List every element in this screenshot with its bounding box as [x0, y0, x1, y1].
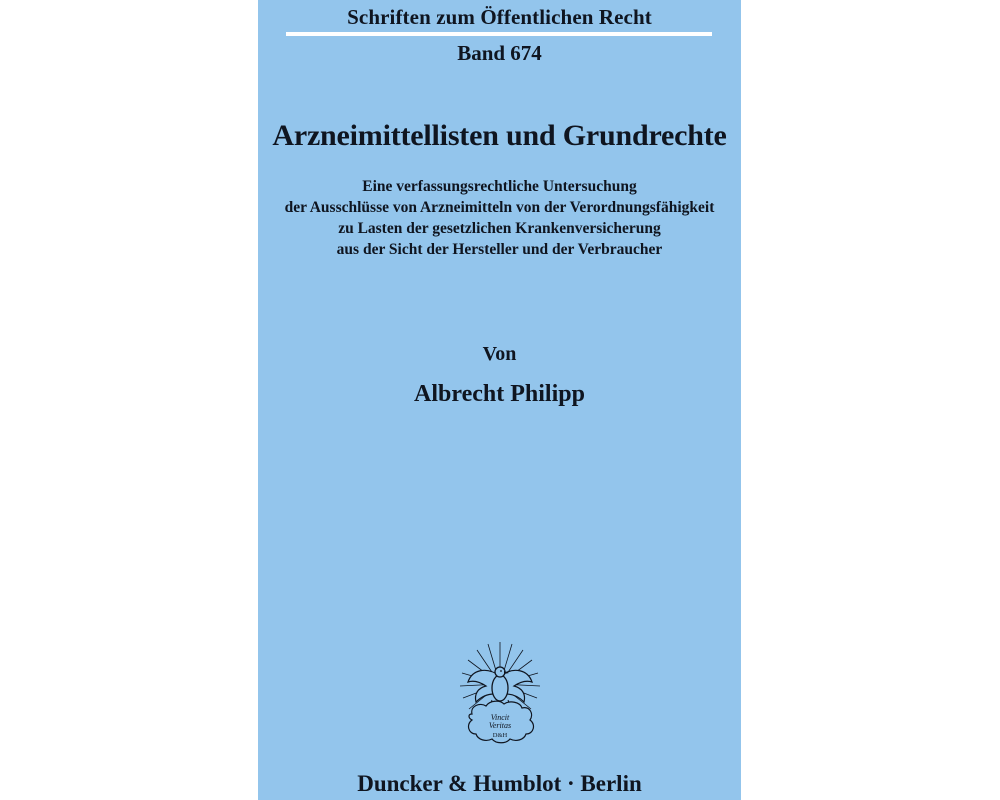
logo-monogram: D&H — [492, 732, 508, 739]
publisher-imprint: Duncker & Humblot · Berlin — [357, 771, 642, 796]
eagle-emblem-icon — [458, 640, 542, 746]
divider-rule — [286, 32, 712, 36]
book-cover — [258, 0, 741, 800]
book-title: Arzneimittellisten und Grundrechte — [272, 119, 727, 152]
author-name: Albrecht Philipp — [414, 381, 585, 407]
series-title: Schriften zum Öffentlichen Recht — [347, 5, 652, 29]
volume-number: Band 674 — [457, 41, 542, 65]
logo-motto-line: Veritas — [488, 721, 512, 730]
subtitle-line: aus der Sicht der Hersteller und der Verbraucher — [336, 241, 663, 258]
subtitle-line: der Ausschlüsse von Arzneimitteln von der Verordnungsfähigkeit — [284, 199, 715, 216]
subtitle-line: Eine verfassungsrechtliche Untersuchung — [362, 178, 637, 195]
subtitle-line: zu Lasten der gesetzlichen Krankenversicherung — [338, 220, 661, 237]
logo-motto-line: Vincit — [490, 713, 510, 722]
by-label: Von — [482, 343, 517, 365]
book-subtitle — [258, 176, 741, 260]
